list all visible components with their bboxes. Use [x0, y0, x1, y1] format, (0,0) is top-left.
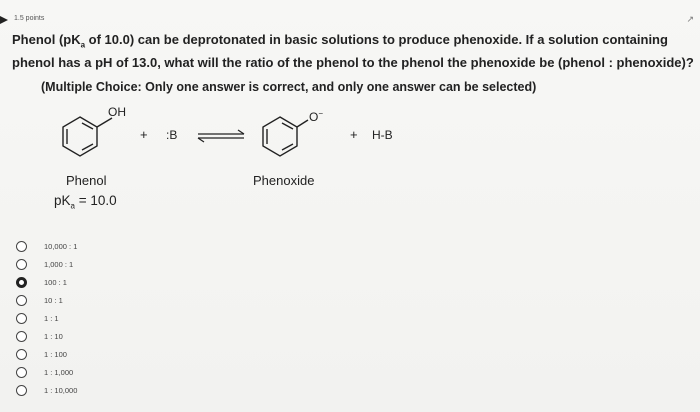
base-label: :B: [166, 128, 178, 142]
pka-prefix: pK: [54, 193, 71, 208]
radio-button[interactable]: [16, 295, 27, 306]
instruction-text: (Multiple Choice: Only one answer is correct, and only one answer can be selected): [41, 80, 537, 94]
option-label: 1 : 1,000: [44, 368, 74, 377]
oxide-label: [309, 109, 323, 124]
acid-label: H-B: [372, 128, 393, 142]
equilibrium-arrow-icon: [198, 130, 244, 142]
option-label: 100 : 1: [44, 278, 67, 287]
option-1-10[interactable]: [16, 331, 266, 347]
option-label: 1,000 : 1: [44, 260, 74, 269]
question-text-start: Phenol (pK: [12, 32, 81, 47]
points-label: 1.5 points: [14, 15, 45, 22]
option-1-100[interactable]: [16, 349, 266, 365]
question-pka-subscript: a: [80, 40, 86, 50]
oh-label: OH: [108, 105, 126, 119]
option-10000-1[interactable]: [16, 241, 266, 257]
option-1-1[interactable]: [16, 313, 266, 329]
question-text: [12, 31, 696, 71]
option-10-1[interactable]: [16, 295, 266, 311]
option-1000-1[interactable]: [16, 259, 266, 275]
option-label: 1 : 10,000: [44, 386, 78, 395]
radio-button[interactable]: [16, 259, 27, 270]
phenol-ring-icon: [63, 117, 112, 156]
plus-sign-2: +: [350, 127, 358, 142]
phenoxide-ring-icon: [263, 117, 308, 156]
oxide-atom: O: [309, 110, 319, 124]
radio-button[interactable]: [16, 385, 27, 396]
radio-button[interactable]: [16, 349, 27, 360]
option-1-1000[interactable]: [16, 367, 266, 383]
plus-sign: +: [140, 127, 148, 142]
phenol-name: Phenol: [66, 173, 107, 188]
question-text-rest: of 10.0) can be deprotonated in basic solutions to produce phenoxide. If a solution containing phenol has a pH of 13.0, what will the ratio of the phenol to the phenol the phenoxide be (phenol : phenoxide)?: [12, 32, 694, 70]
option-label: 1 : 100: [44, 350, 67, 359]
question-marker-icon: [0, 16, 8, 24]
radio-button-selected[interactable]: [16, 277, 27, 288]
pka-subscript: a: [70, 201, 75, 211]
pka-value: = 10.0: [74, 193, 117, 208]
option-1-10000[interactable]: [16, 385, 266, 401]
radio-button[interactable]: [16, 367, 27, 378]
radio-button[interactable]: [16, 241, 27, 252]
option-label: 10 : 1: [44, 296, 63, 305]
option-label: 1 : 10: [44, 332, 63, 341]
oxide-charge: −: [318, 109, 324, 118]
option-100-1[interactable]: [16, 277, 266, 293]
option-label: 1 : 1: [44, 314, 59, 323]
expand-icon[interactable]: ↗: [686, 14, 694, 24]
option-label: 10,000 : 1: [44, 242, 78, 251]
radio-button[interactable]: [16, 331, 27, 342]
phenoxide-name: Phenoxide: [253, 173, 315, 188]
reaction-diagram: [0, 100, 700, 220]
radio-button[interactable]: [16, 313, 27, 324]
phenol-pka: [54, 193, 117, 211]
